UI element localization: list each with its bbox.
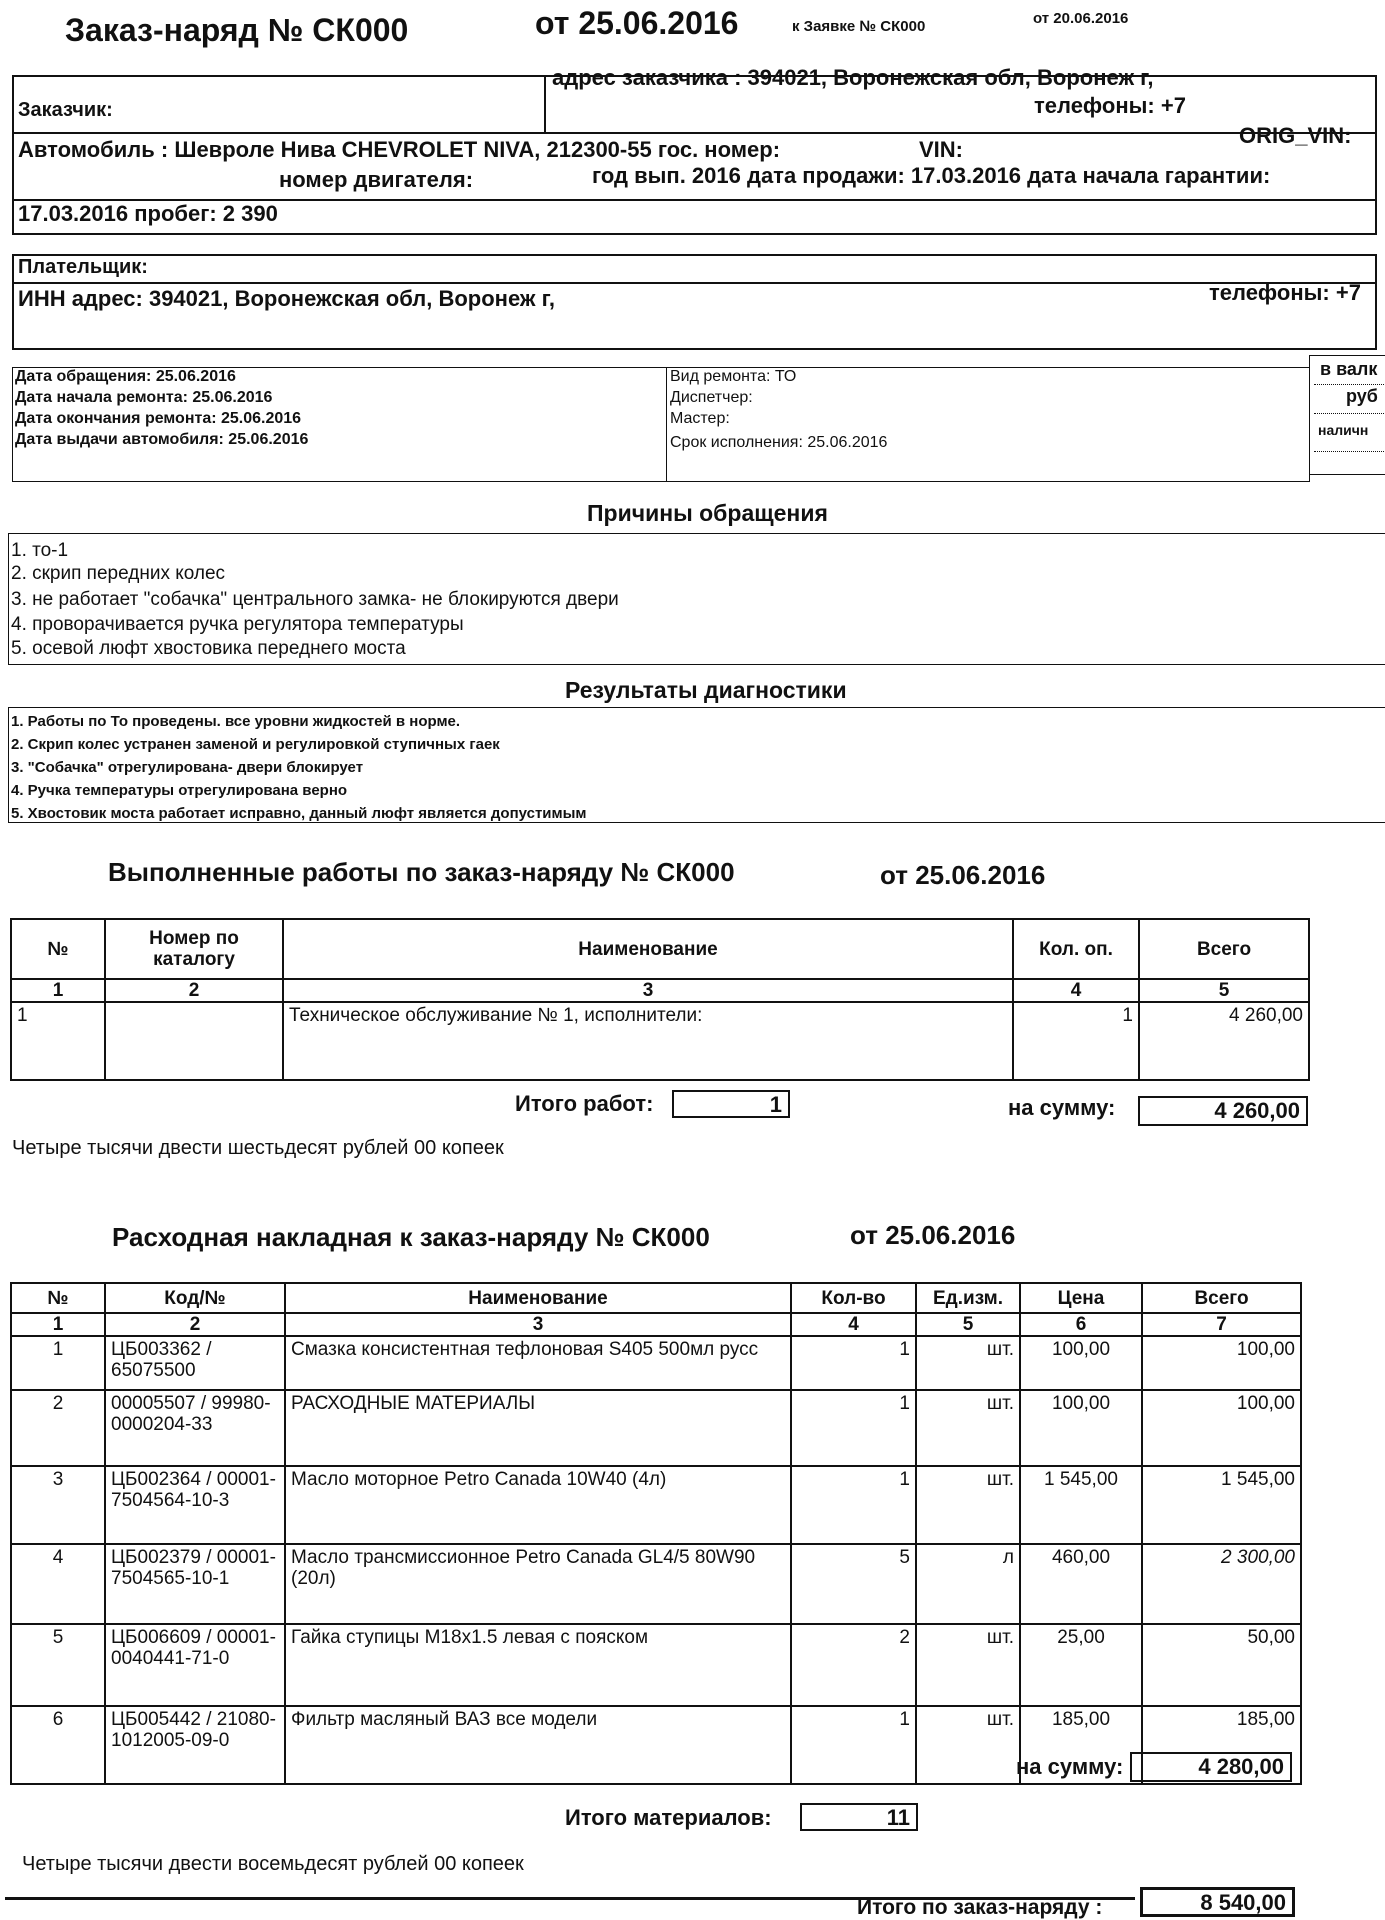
- materials-col-number: №: [11, 1283, 105, 1313]
- currency-block: [1309, 355, 1385, 475]
- material-code: ЦБ002379 / 00001-7504565-10-1: [105, 1544, 285, 1624]
- materials-col-price: Цена: [1020, 1283, 1142, 1313]
- material-price: 25,00: [1020, 1624, 1142, 1706]
- works-sum-label: на сумму:: [1008, 1095, 1116, 1120]
- works-col-index: 2: [105, 979, 283, 1002]
- repair-deadline: Срок исполнения: 25.06.2016: [670, 434, 888, 451]
- date-appeal: Дата обращения: 25.06.2016: [15, 368, 236, 385]
- reason-item: 3. не работает "собачка" центрального замка- не блокируются двери: [11, 589, 619, 610]
- material-total: 185,00: [1142, 1706, 1301, 1784]
- work-name: Техническое обслуживание № 1, исполнители:: [283, 1002, 1013, 1080]
- repair-type: Вид ремонта: ТО: [670, 368, 797, 385]
- works-col-number: №: [11, 919, 105, 979]
- document-date: от 25.06.2016: [535, 5, 739, 41]
- vehicle-engine: номер двигателя:: [279, 167, 474, 192]
- currency-cash: наличн: [1318, 422, 1369, 438]
- diagnostic-item: 4. Ручка температуры отрегулирована верно: [11, 782, 348, 799]
- customer-phones: телефоны: +7: [1034, 93, 1186, 118]
- material-unit: шт.: [916, 1390, 1020, 1466]
- vehicle-warranty-mileage: 17.03.2016 пробег: 2 390: [18, 201, 278, 226]
- material-price: 185,00: [1020, 1706, 1142, 1784]
- vehicle-year-sale: год вып. 2016 дата продажи: 17.03.2016 дата начала гарантии:: [592, 163, 1271, 188]
- material-unit: шт.: [916, 1336, 1020, 1390]
- material-name: Фильтр масляный ВАЗ все модели: [285, 1706, 791, 1784]
- diagnostic-item: 1. Работы по То проведены. все уровни жидкостей в норме.: [11, 713, 461, 730]
- works-total-label: Итого работ:: [515, 1091, 654, 1116]
- materials-col-unit: Ед.изм.: [916, 1283, 1020, 1313]
- repair-dispatcher: Диспетчер:: [670, 389, 753, 406]
- material-number: 5: [11, 1624, 105, 1706]
- vehicle-orig-vin: ORIG_VIN:: [1239, 123, 1352, 148]
- diagnostic-item: 3. "Собачка" отрегулирована- двери блокирует: [11, 759, 364, 776]
- works-col-index: 3: [283, 979, 1013, 1002]
- material-number: 3: [11, 1466, 105, 1544]
- material-unit: шт.: [916, 1466, 1020, 1544]
- reasons-list: [8, 533, 1385, 665]
- vehicle-vin: VIN:: [919, 137, 963, 162]
- material-unit: шт.: [916, 1624, 1020, 1706]
- diagnostics-list: [8, 707, 1385, 823]
- material-qty: 1: [791, 1390, 916, 1466]
- material-number: 1: [11, 1336, 105, 1390]
- dates-block: [12, 367, 667, 482]
- table-row: [11, 1624, 1301, 1706]
- material-qty: 2: [791, 1624, 916, 1706]
- materials-sum-value: 4 280,00: [1130, 1752, 1292, 1782]
- payer-inn-address: ИНН адрес: 394021, Воронежская обл, Воронеж г,: [18, 286, 555, 311]
- materials-title: Расходная накладная к заказ-наряду № СК000: [112, 1222, 710, 1252]
- material-qty: 1: [791, 1336, 916, 1390]
- material-number: 2: [11, 1390, 105, 1466]
- materials-date: от 25.06.2016: [850, 1220, 1016, 1250]
- date-start: Дата начала ремонта: 25.06.2016: [15, 389, 273, 406]
- works-title: Выполненные работы по заказ-наряду № СК000: [108, 857, 735, 887]
- reason-item: 1. то-1: [11, 540, 69, 561]
- works-col-catalog: Номер по каталогу: [105, 919, 283, 979]
- works-sum-value: 4 260,00: [1138, 1096, 1308, 1126]
- materials-col-total: Всего: [1142, 1283, 1301, 1313]
- customer-label: Заказчик:: [18, 99, 113, 121]
- material-name: Гайка ступицы М18х1.5 левая с пояском: [285, 1624, 791, 1706]
- material-number: 6: [11, 1706, 105, 1784]
- grand-total-label: Итого по заказ-наряду :: [857, 1896, 1103, 1919]
- material-price: 100,00: [1020, 1390, 1142, 1466]
- materials-col-index: 5: [916, 1313, 1020, 1336]
- materials-col-index: 3: [285, 1313, 791, 1336]
- customer-vehicle-block: [12, 65, 1377, 235]
- material-qty: 1: [791, 1466, 916, 1544]
- material-code: ЦБ002364 / 00001-7504564-10-3: [105, 1466, 285, 1544]
- table-row: [11, 1002, 1309, 1080]
- materials-total-count: 11: [800, 1803, 918, 1831]
- works-col-index: 5: [1139, 979, 1309, 1002]
- table-row: [11, 1336, 1301, 1390]
- work-total: 4 260,00: [1139, 1002, 1309, 1080]
- work-number: 1: [11, 1002, 105, 1080]
- works-amount-in-words: Четыре тысячи двести шестьдесят рублей 00 копеек: [12, 1137, 504, 1159]
- materials-col-qty: Кол-во: [791, 1283, 916, 1313]
- material-code: ЦБ003362 / 65075500: [105, 1336, 285, 1390]
- document-title: Заказ-наряд № СК000: [65, 12, 409, 48]
- material-name: РАСХОДНЫЕ МАТЕРИАЛЫ: [285, 1390, 791, 1466]
- customer-address: адрес заказчика : 394021, Воронежская обл, Воронеж г,: [552, 65, 1154, 90]
- diagnostic-item: 2. Скрип колес устранен заменой и регулировкой ступичных гаек: [11, 736, 500, 753]
- material-name: Масло трансмиссионное Petro Canada GL4/5 80W90 (20л): [285, 1544, 791, 1624]
- date-issue: Дата выдачи автомобиля: 25.06.2016: [15, 431, 309, 448]
- material-price: 100,00: [1020, 1336, 1142, 1390]
- vehicle-line: Автомобиль : Шевроле Нива CHEVROLET NIVA, 212300-55 гос. номер:: [18, 137, 781, 162]
- material-total: 100,00: [1142, 1336, 1301, 1390]
- reason-item: 4. проворачивается ручка регулятора температуры: [11, 614, 464, 635]
- grand-total-value: 8 540,00: [1140, 1887, 1295, 1917]
- material-total: 100,00: [1142, 1390, 1301, 1466]
- diagnostics-title: Результаты диагностики: [565, 677, 847, 703]
- currency-label: в валк: [1320, 359, 1378, 379]
- material-unit: л: [916, 1544, 1020, 1624]
- material-total: 2 300,00: [1142, 1544, 1301, 1624]
- materials-col-name: Наименование: [285, 1283, 791, 1313]
- date-end: Дата окончания ремонта: 25.06.2016: [15, 410, 302, 427]
- materials-amount-in-words: Четыре тысячи двести восемьдесят рублей 00 копеек: [22, 1853, 524, 1875]
- materials-col-index: 4: [791, 1313, 916, 1336]
- works-col-index: 1: [11, 979, 105, 1002]
- materials-col-index: 2: [105, 1313, 285, 1336]
- table-row: [11, 1544, 1301, 1624]
- reason-item: 2. скрип передних колес: [11, 563, 226, 584]
- works-col-total: Всего: [1139, 919, 1309, 979]
- material-unit: шт.: [916, 1706, 1020, 1784]
- work-catalog: [105, 1002, 283, 1080]
- payer-phones: телефоны: +7: [1209, 280, 1361, 305]
- works-col-index: 4: [1013, 979, 1139, 1002]
- material-number: 4: [11, 1544, 105, 1624]
- repair-master: Мастер:: [670, 410, 730, 427]
- materials-table: [10, 1282, 1302, 1785]
- table-row: [11, 1390, 1301, 1466]
- materials-col-index: 7: [1142, 1313, 1301, 1336]
- material-qty: 5: [791, 1544, 916, 1624]
- materials-sum-label: на сумму:: [1016, 1754, 1124, 1779]
- table-row: [11, 1466, 1301, 1544]
- works-table: [10, 918, 1310, 1081]
- works-date: от 25.06.2016: [880, 860, 1046, 890]
- materials-total-label: Итого материалов:: [565, 1805, 772, 1830]
- material-name: Смазка консистентная тефлоновая S405 500мл русс: [285, 1336, 791, 1390]
- material-total: 1 545,00: [1142, 1466, 1301, 1544]
- payer-block: [12, 254, 1377, 350]
- reason-item: 5. осевой люфт хвостовика переднего моста: [11, 638, 406, 659]
- materials-col-code: Код/№: [105, 1283, 285, 1313]
- work-qty: 1: [1013, 1002, 1139, 1080]
- material-code: ЦБ006609 / 00001-0040441-71-0: [105, 1624, 285, 1706]
- material-total: 50,00: [1142, 1624, 1301, 1706]
- material-name: Масло моторное Petro Canada 10W40 (4л): [285, 1466, 791, 1544]
- repair-block: [666, 367, 1310, 482]
- works-total-count: 1: [672, 1090, 790, 1118]
- material-code: ЦБ005442 / 21080-1012005-09-0: [105, 1706, 285, 1784]
- materials-col-index: 6: [1020, 1313, 1142, 1336]
- materials-col-index: 1: [11, 1313, 105, 1336]
- works-col-name: Наименование: [283, 919, 1013, 979]
- material-code: 00005507 / 99980-0000204-33: [105, 1390, 285, 1466]
- request-ref: к Заявке № СК000: [792, 18, 926, 35]
- payer-label: Плательщик:: [18, 256, 148, 278]
- material-qty: 1: [791, 1706, 916, 1784]
- diagnostic-item: 5. Хвостовик моста работает исправно, данный люфт является допустимым: [11, 805, 587, 822]
- material-price: 460,00: [1020, 1544, 1142, 1624]
- request-date: от 20.06.2016: [1033, 10, 1129, 27]
- currency-rub: руб: [1346, 386, 1378, 406]
- works-col-qty: Кол. оп.: [1013, 919, 1139, 979]
- reasons-title: Причины обращения: [587, 500, 828, 526]
- material-price: 1 545,00: [1020, 1466, 1142, 1544]
